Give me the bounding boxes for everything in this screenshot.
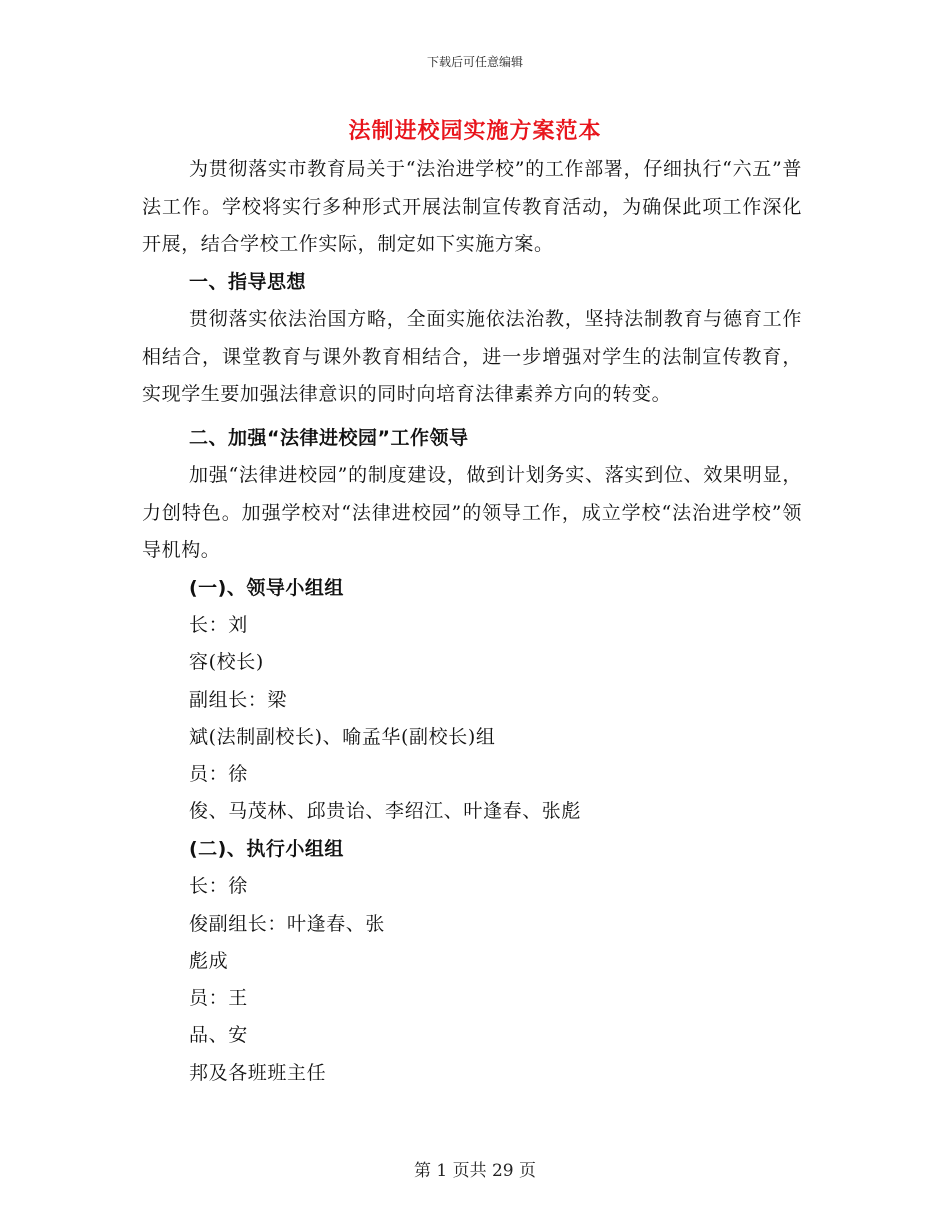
document-title: 法制进校园实施方案范本: [348, 118, 602, 144]
group-1-line: 俊、马茂林、邱贵诒、李绍江、叶逢春、张彪: [189, 800, 582, 823]
group-1-line: 副组长：梁: [189, 688, 288, 711]
group-1-line: 员：徐: [189, 763, 248, 786]
page-number-footer: 第 1 页共 29 页: [413, 1161, 537, 1181]
section-2-paragraph: 加强“法律进校园”的制度建设，做到计划务实、落实到位、效果明显，力创特色。加强学校对“法律进校园”的领导工作，成立学校“法治进学校”领导机构。: [142, 464, 802, 561]
group-1-heading: (一)、领导小组组: [189, 576, 344, 599]
page-header-note: 下载后可任意编辑: [426, 55, 523, 69]
section-1-heading: 一、指导思想: [189, 270, 307, 293]
group-2-line: 员：王: [189, 987, 248, 1010]
group-1-line: 容(校长): [189, 651, 264, 674]
document-body: [142, 151, 802, 1092]
group-2-heading: (二)、执行小组组: [189, 837, 344, 860]
group-2-line: 俊副组长：叶逢春、张: [189, 912, 386, 935]
section-1-paragraph: 贯彻落实依法治国方略，全面实施依法治教，坚持法制教育与德育工作相结合，课堂教育与课外教育相结合，进一步增强对学生的法制宣传教育，实现学生要加强法律意识的同时向培育法律素养方向的转变。: [142, 308, 802, 405]
intro-paragraph: 为贯彻落实市教育局关于“法治进学校”的工作部署，仔细执行“六五”普法工作。学校将实行多种形式开展法制宣传教育活动，为确保此项工作深化开展，结合学校工作实际，制定如下实施方案。: [142, 158, 802, 255]
group-2-line: 长：徐: [189, 875, 248, 898]
group-1-line: 斌(法制副校长)、喻孟华(副校长)组: [189, 725, 496, 748]
section-2-heading: 二、加强“法律进校园”工作领导: [189, 426, 469, 449]
group-2-line: 邦及各班班主任: [189, 1061, 327, 1084]
group-1-line: 长：刘: [189, 614, 248, 636]
group-2-line: 彪成: [189, 949, 229, 972]
group-2-line: 品、安: [189, 1024, 248, 1047]
